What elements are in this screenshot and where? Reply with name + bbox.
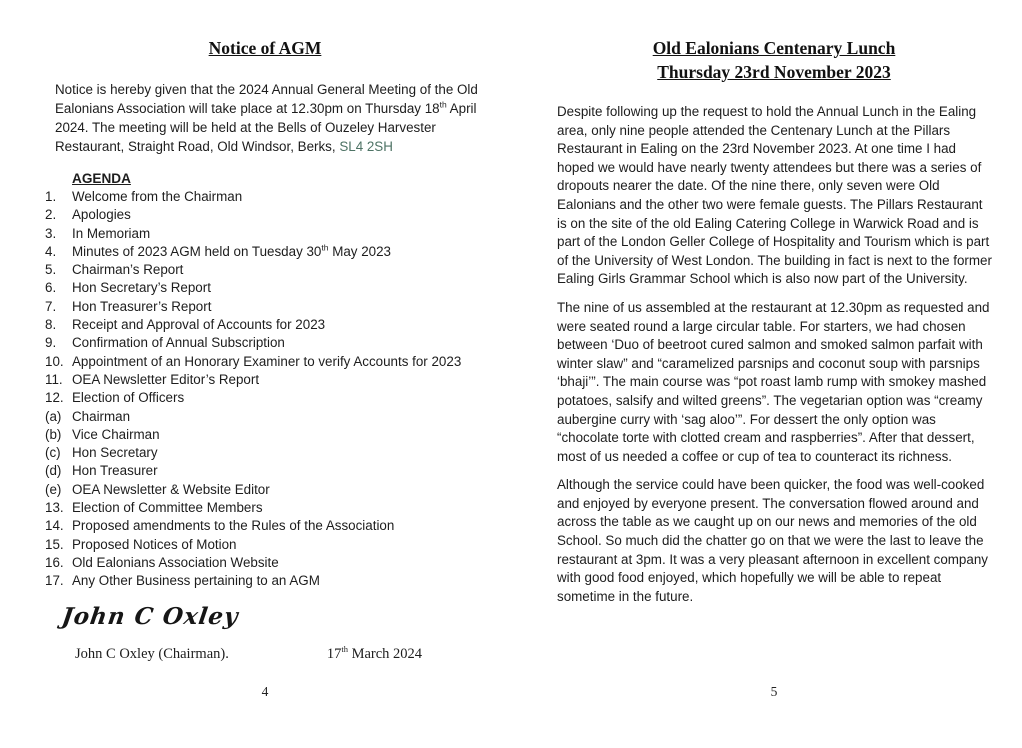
agenda-item-letter: (e) xyxy=(45,481,62,497)
agenda-item-number: 7. xyxy=(45,298,57,314)
agenda-item-label: OEA Newsletter Editor’s Report xyxy=(72,371,260,387)
agenda-item-5 xyxy=(40,261,490,279)
agenda-item-label: Apologies xyxy=(72,207,131,223)
agenda-item-number: 5. xyxy=(45,262,57,278)
signature-line xyxy=(75,643,490,663)
agenda-item-label: Minutes of 2023 AGM held on Tuesday 30th May 2023 xyxy=(72,242,391,259)
agenda-item-12b xyxy=(40,426,490,444)
agenda-item-4 xyxy=(40,243,490,261)
agm-notice-text-1: Notice is hereby given that the 2024 Annual General Meeting of the Old Ealonians Association will take place at 12.30pm on Thursday 18 xyxy=(55,82,478,116)
agenda-item-number: 8. xyxy=(45,317,57,333)
agenda-item-number: 10. xyxy=(45,353,64,369)
agenda-item-16 xyxy=(40,554,490,572)
handwritten-signature: John C Oxley xyxy=(60,602,241,630)
agenda-item-label: Election of Officers xyxy=(72,390,185,406)
agenda-item-3 xyxy=(40,225,490,243)
page-left-notice-of-agm xyxy=(40,30,490,663)
agenda-item-7 xyxy=(40,298,490,316)
agenda-item-label: Old Ealonians Association Website xyxy=(72,554,279,570)
agenda-item-label: Hon Treasurer’s Report xyxy=(72,298,212,314)
agenda-item-number: 17. xyxy=(45,573,64,589)
agenda-item-12e xyxy=(40,481,490,499)
agenda-item-number: 11. xyxy=(45,371,63,387)
agenda-item-letter: (d) xyxy=(45,463,62,479)
agenda-item-number: 13. xyxy=(45,500,64,516)
agenda-item-label: Any Other Business pertaining to an AGM xyxy=(72,573,320,589)
page-number-right: 5 xyxy=(770,684,778,699)
agenda-item-number: 9. xyxy=(45,335,57,351)
agenda-item-letter: (b) xyxy=(45,426,62,442)
agenda-item-number: 14. xyxy=(45,518,64,534)
postcode-text: SL4 2SH xyxy=(339,139,393,154)
signatory-name: John C Oxley (Chairman). xyxy=(75,645,229,662)
ordinal-suffix: th xyxy=(341,643,348,654)
agenda-item-6 xyxy=(40,279,490,297)
agenda-item-11 xyxy=(40,371,490,389)
agenda-item-9 xyxy=(40,334,490,352)
page-title-notice-of-agm: Notice of AGM xyxy=(208,38,322,58)
agenda-item-label: Vice Chairman xyxy=(72,426,160,442)
agenda-item-label: Hon Treasurer xyxy=(72,463,158,479)
page-title-centenary-lunch xyxy=(555,36,993,84)
agenda-item-label: Confirmation of Annual Subscription xyxy=(72,335,285,351)
signature-date: 17th March 2024 xyxy=(326,643,423,662)
agenda-item-2 xyxy=(40,206,490,224)
agm-notice-text-2: April 2024. The meeting will be held at the Bells of Ouzeley Harvester Restaurant, Straight Road, Old Windsor, Berks, xyxy=(55,101,477,154)
agenda-item-label: OEA Newsletter & Website Editor xyxy=(72,481,270,497)
agenda-item-15 xyxy=(40,536,490,554)
agenda-item-13 xyxy=(40,499,490,517)
agenda-item-label: Proposed Notices of Motion xyxy=(72,536,237,552)
agenda-list xyxy=(40,188,490,591)
agenda-item-12d xyxy=(40,462,490,480)
agenda-item-number: 4. xyxy=(45,243,57,259)
agenda-item-number: 12. xyxy=(45,390,64,406)
agenda-item-1 xyxy=(40,188,490,206)
agenda-item-label: Hon Secretary’s Report xyxy=(72,280,211,296)
agenda-item-label: In Memoriam xyxy=(72,225,151,241)
page-right-centenary-lunch xyxy=(555,30,993,606)
agenda-item-number: 2. xyxy=(45,207,57,223)
agenda-item-label: Appointment of an Honorary Examiner to verify Accounts for 2023 xyxy=(72,353,462,369)
ordinal-suffix: th xyxy=(321,242,329,253)
agenda-item-label: Hon Secretary xyxy=(72,445,158,461)
agenda-item-label: Chairman’s Report xyxy=(72,262,184,278)
agenda-item-12c xyxy=(40,444,490,462)
lunch-paragraph-2: The nine of us assembled at the restaurant at 12.30pm as requested and were seated round a large circular table. For starters, we had chosen between ‘Duo of beetroot cured salmon and smoked salmon parfait with winter slaw” and “caramelized parsnips and coconut soup with parsnips ‘bhaji’”. The main course was “pot roast lamb rump with smokey mashed potatoes, salsify and wilted greens”. The vegetarian option was “creamy aubergine curry with ‘sag aloo’”. For dessert the only option was “chocolate torte with clotted cream and raspberries”. After that dessert, most of us needed a coffee or cup of tea to counteract its richness. xyxy=(557,299,990,464)
agenda-item-number: 15. xyxy=(45,536,64,552)
agenda-item-letter: (a) xyxy=(45,408,62,424)
agm-notice-paragraph xyxy=(55,80,483,156)
agenda-item-14 xyxy=(40,517,490,535)
title-line-2: Thursday 23rd November 2023 xyxy=(657,62,891,82)
agenda-item-label: Proposed amendments to the Rules of the Association xyxy=(72,518,395,534)
agenda-item-8 xyxy=(40,316,490,334)
agenda-item-17 xyxy=(40,572,490,590)
agenda-item-label: Chairman xyxy=(72,408,131,424)
title-line-1: Old Ealonians Centenary Lunch xyxy=(652,38,896,58)
agenda-item-number: 3. xyxy=(45,225,57,241)
agenda-item-letter: (c) xyxy=(45,445,61,461)
agenda-item-label: Receipt and Approval of Accounts for 2023 xyxy=(72,317,326,333)
agenda-heading: AGENDA xyxy=(72,171,131,186)
agenda-item-number: 16. xyxy=(45,554,64,570)
agenda-item-12 xyxy=(40,389,490,407)
agenda-item-number: 1. xyxy=(45,189,57,204)
ordinal-suffix: th xyxy=(439,99,447,110)
page-number-left: 4 xyxy=(261,684,269,699)
agenda-item-10 xyxy=(40,353,490,371)
agenda-item-number: 6. xyxy=(45,280,57,296)
lunch-paragraph-3: Although the service could have been quicker, the food was well-cooked and enjoyed by everyone present. The conversation flowed around and across the table as we caught up on our news and memories of the old School. So much did the chatter go on that we were the last to leave the restaurant at 3pm. It was a very pleasant afternoon in excellent company with good food enjoyed, which hopefully we will be able to repeat sometime in the future. xyxy=(557,477,988,604)
agenda-item-label: Election of Committee Members xyxy=(72,500,263,516)
lunch-paragraph-1: Despite following up the request to hold the Annual Lunch in the Ealing area, only nine people attended the Centenary Lunch at the Pillars Restaurant in Ealing on the 23rd November 2023. At one time I had hoped we would have nearly twenty attendees but there was a series of dropouts nearer the date. Of the nine there, only seven were Old Ealonians and the other two were female guests. The Pillars Restaurant is on the site of the old Ealing Catering College in Warwick Road and is part of the London Geller College of Hospitality and Tourism which is part of the University of West London. The building in fact is next to the former Ealing Girls Grammar School which is also now part of the University. xyxy=(557,104,992,287)
agenda-item-12a xyxy=(40,408,490,426)
agenda-item-label: Welcome from the Chairman xyxy=(72,189,243,204)
